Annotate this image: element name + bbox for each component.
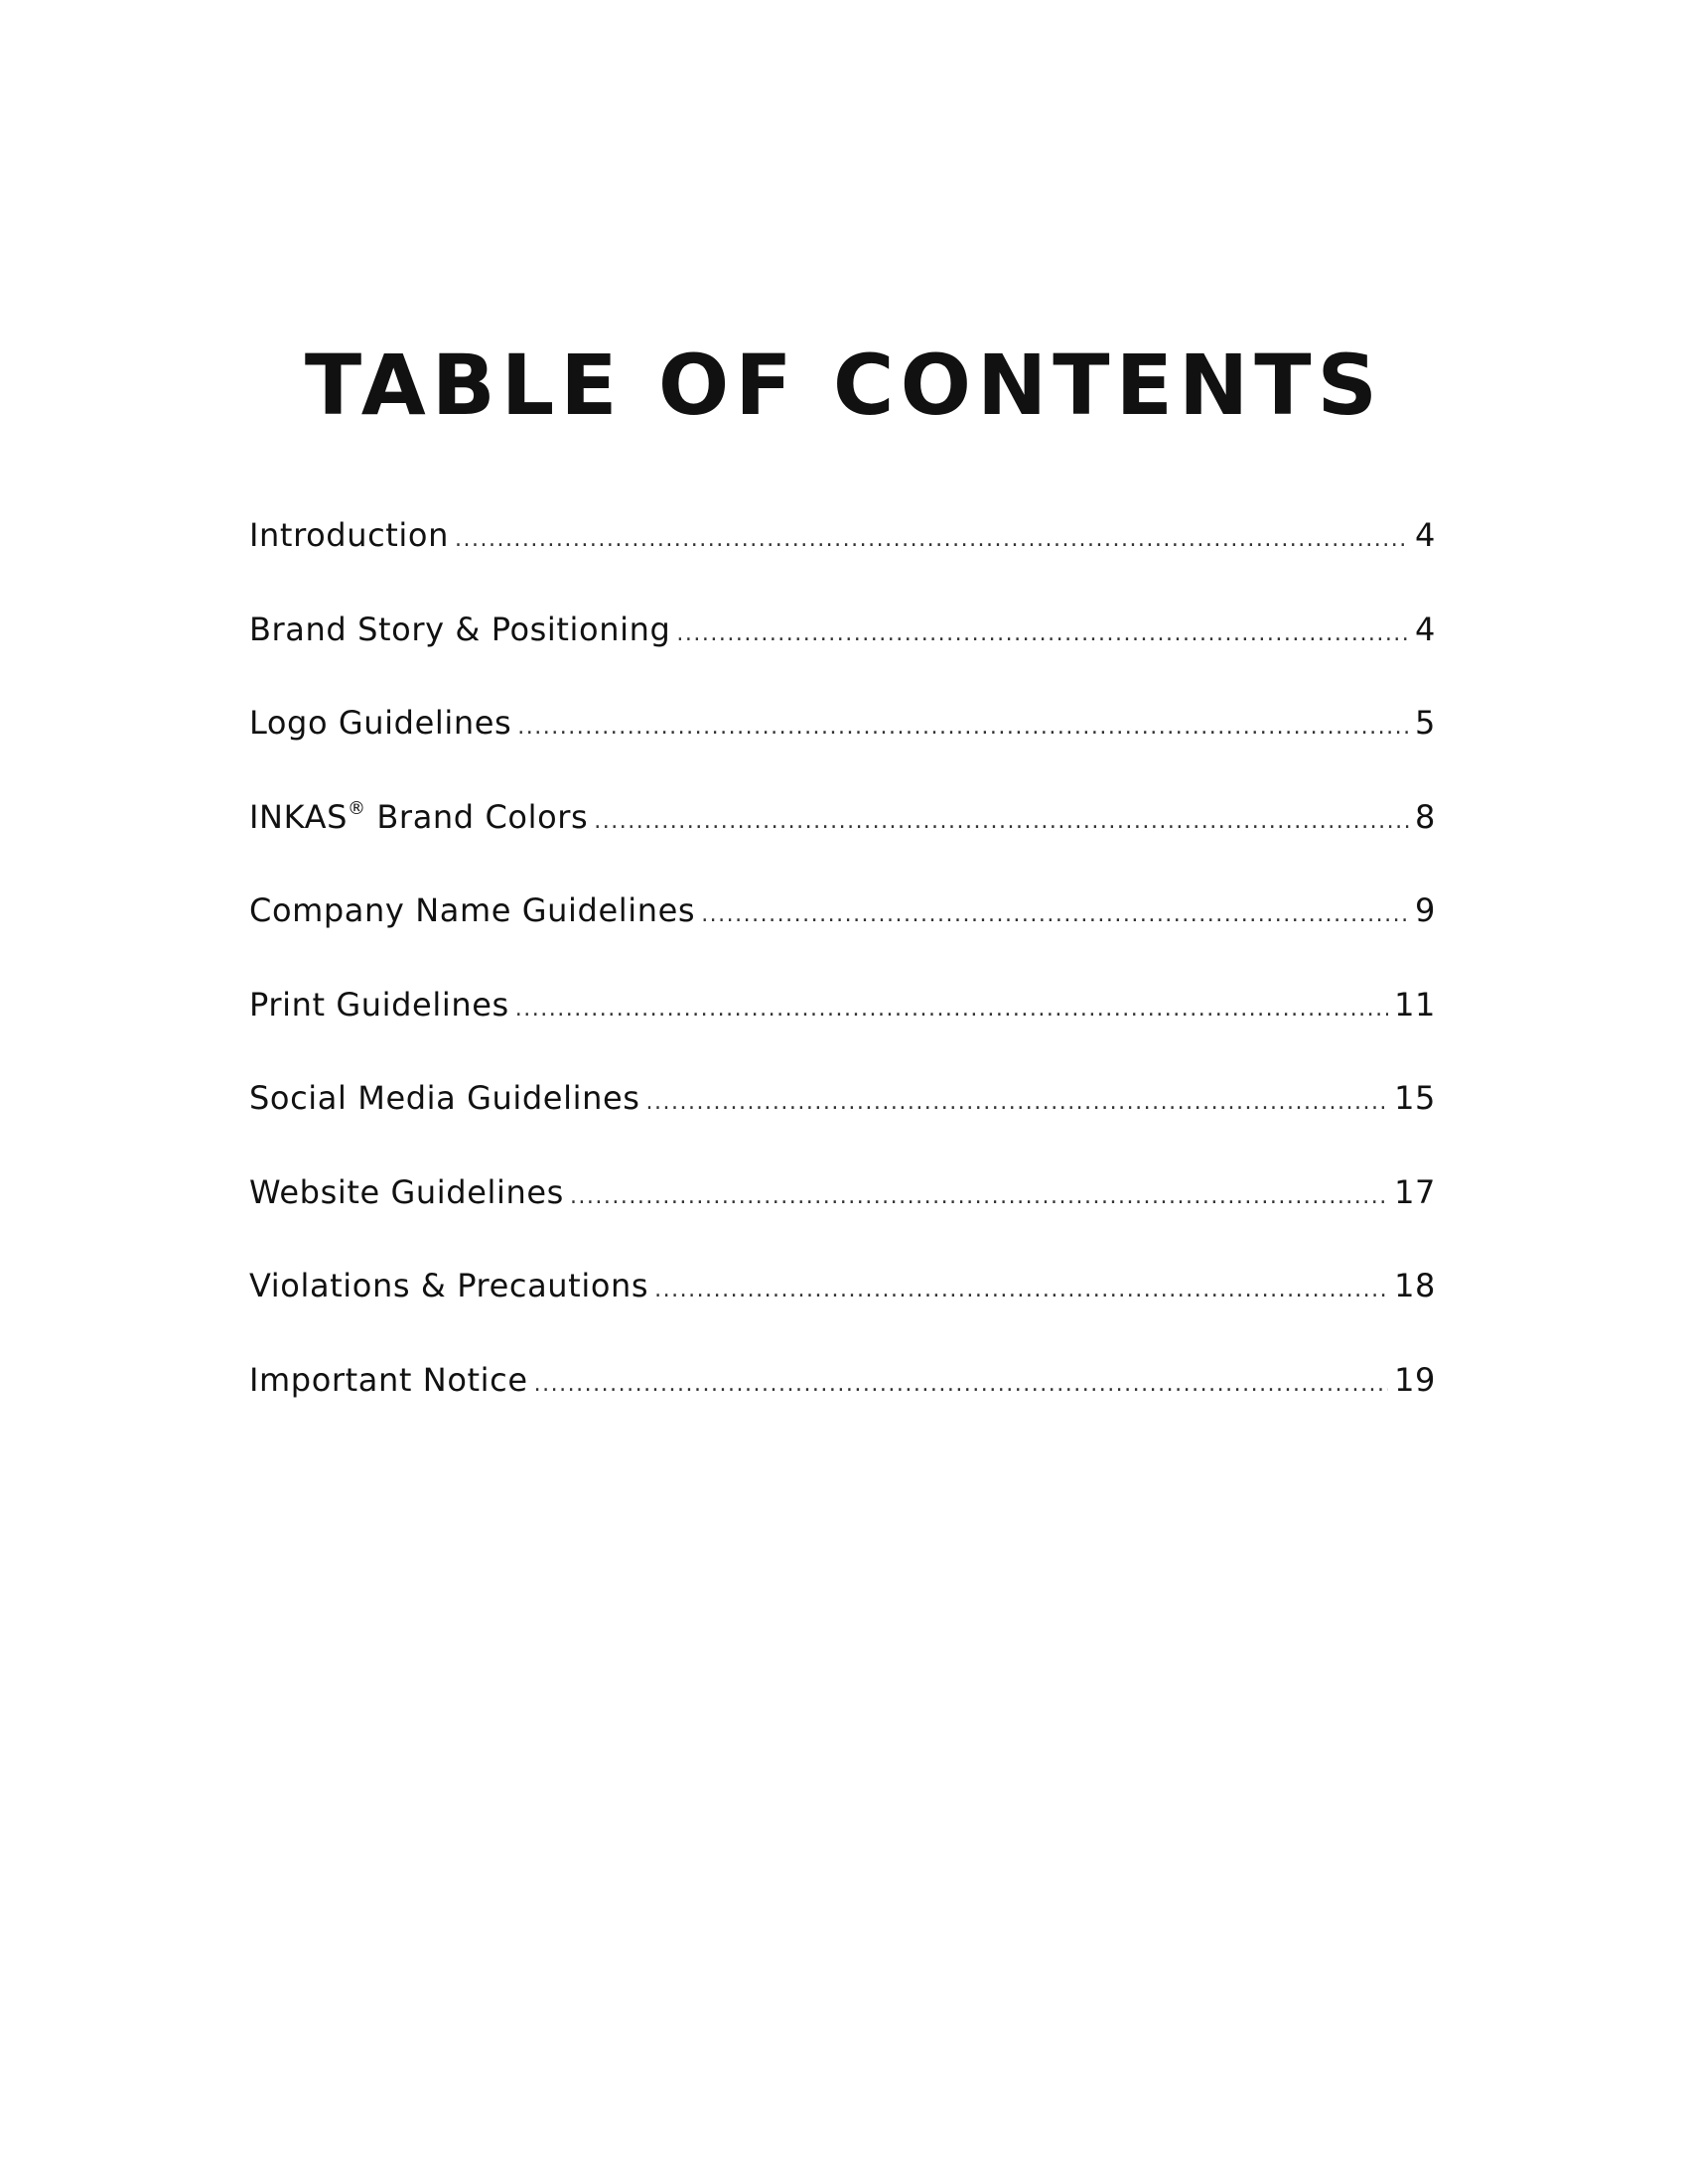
toc-entry-introduction[interactable] — [249, 516, 1436, 611]
toc-entry-page-number: 8 — [1415, 797, 1436, 836]
toc-entry-label: Website Guidelines — [249, 1172, 564, 1211]
toc-entry-label: Logo Guidelines — [249, 704, 512, 742]
toc-entry-important-notice[interactable] — [249, 1361, 1436, 1455]
toc-entry-brand-colors[interactable] — [249, 798, 1436, 892]
dot-leader — [646, 1090, 1389, 1115]
dot-leader — [594, 809, 1409, 834]
toc-entry-print-guidelines[interactable] — [249, 986, 1436, 1080]
dot-leader — [517, 715, 1409, 740]
toc-entry-page-number: 15 — [1394, 1079, 1436, 1117]
toc-entry-label: Important Notice — [249, 1360, 528, 1399]
toc-entry-label — [249, 798, 594, 836]
toc-entry-page-number: 9 — [1415, 891, 1436, 929]
toc-entry-page-number: 5 — [1415, 704, 1436, 742]
page-title: TABLE OF CONTENTS — [304, 337, 1384, 434]
toc-entry-label: Company Name Guidelines — [249, 891, 696, 929]
toc-entry-company-name-guidelines[interactable] — [249, 891, 1436, 986]
toc-entry-page-number: 4 — [1415, 610, 1436, 648]
toc-entry-brand-story[interactable] — [249, 611, 1436, 705]
dot-leader — [455, 527, 1409, 552]
toc-entry-label-brand: INKAS — [249, 797, 348, 836]
dot-leader — [654, 1278, 1388, 1302]
dot-leader — [701, 902, 1409, 927]
toc-entry-website-guidelines[interactable] — [249, 1173, 1436, 1268]
registered-mark: ® — [348, 797, 366, 819]
toc-entry-page-number: 4 — [1415, 516, 1436, 554]
toc-entry-page-number: 17 — [1394, 1172, 1436, 1211]
toc-entry-page-number: 11 — [1394, 985, 1436, 1024]
toc-entry-label: Introduction — [249, 516, 449, 554]
dot-leader — [676, 621, 1409, 646]
dot-leader — [515, 997, 1388, 1022]
toc-entry-label: Violations & Precautions — [249, 1267, 649, 1304]
toc-entry-label: Social Media Guidelines — [249, 1079, 640, 1117]
toc-entry-logo-guidelines[interactable] — [249, 704, 1436, 798]
dot-leader — [534, 1372, 1388, 1397]
toc-entry-page-number: 18 — [1394, 1267, 1436, 1304]
toc-entry-label: Print Guidelines — [249, 985, 509, 1024]
toc-entry-violations-precautions[interactable] — [249, 1267, 1436, 1361]
toc-entry-social-media-guidelines[interactable] — [249, 1079, 1436, 1173]
dot-leader — [570, 1184, 1388, 1209]
toc-entry-label: Brand Story & Positioning — [249, 610, 671, 648]
toc-list — [249, 516, 1436, 1454]
toc-entry-page-number: 19 — [1394, 1360, 1436, 1399]
toc-entry-label-rest: Brand Colors — [365, 797, 589, 836]
